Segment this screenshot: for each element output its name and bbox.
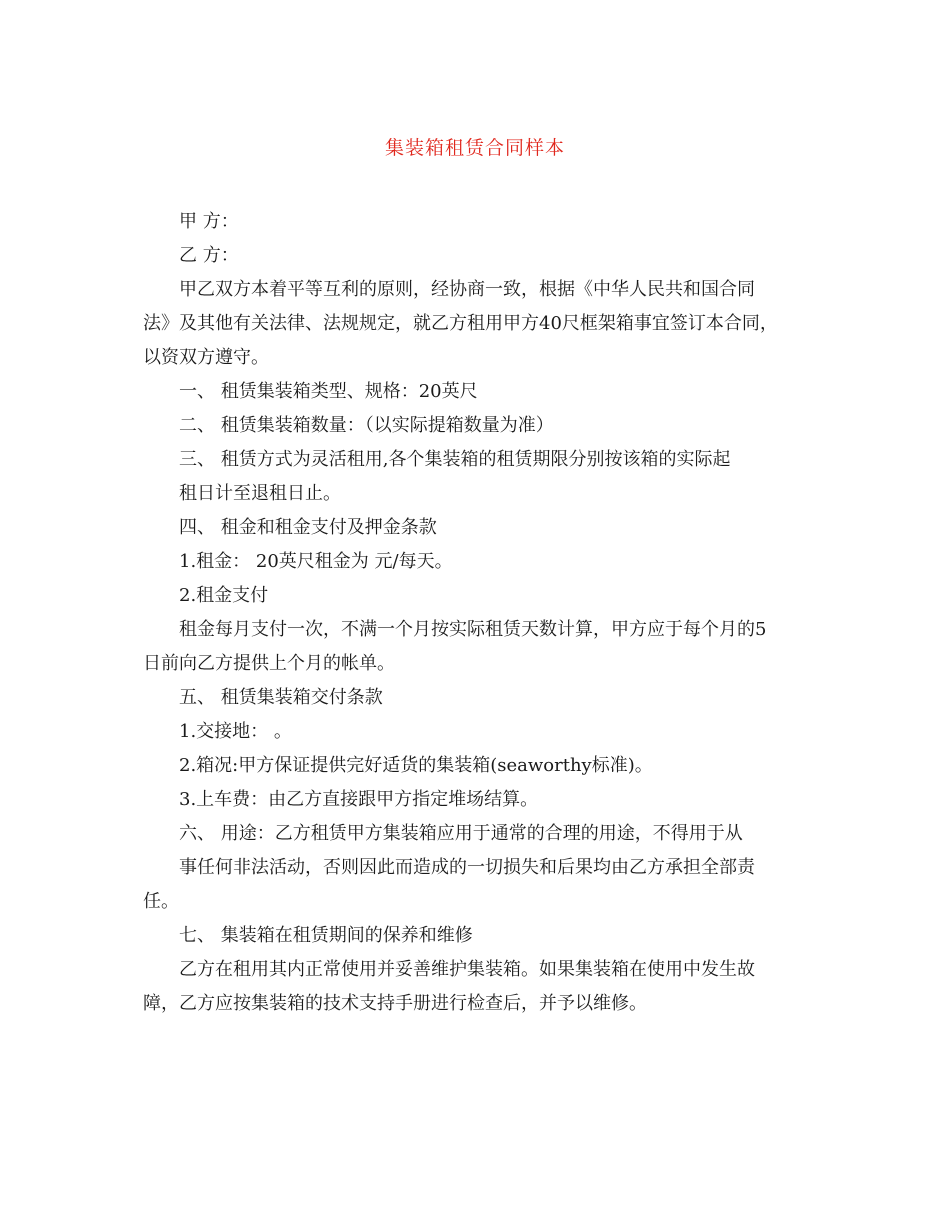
line-clause-5: 五、 租赁集装箱交付条款 [179, 687, 383, 708]
line-preamble-3: 以资双方遵守。 [143, 347, 269, 368]
line-clause-3a: 三、 租赁方式为灵活租用,各个集装箱的租赁期限分别按该箱的实际起 [179, 449, 731, 470]
line-clause-1: 一、 租赁集装箱类型、规格：20英尺 [179, 381, 478, 402]
line-party-a: 甲 方： [179, 211, 239, 232]
line-clause-4-2-body-2: 日前向乙方提供上个月的帐单。 [143, 653, 395, 674]
line-clause-4: 四、 租金和租金支付及押金条款 [179, 517, 437, 538]
document-title: 集装箱租赁合同样本 [384, 137, 565, 159]
line-clause-4-1: 1.租金： 20英尺租金为 元/每天。 [179, 551, 453, 572]
line-clause-6b: 事任何非法活动，否则因此而造成的一切损失和后果均由乙方承担全部责 [179, 857, 755, 878]
line-preamble-1: 甲乙双方本着平等互利的原则，经协商一致，根据《中华人民共和国合同 [179, 279, 755, 300]
document-body [143, 205, 805, 1021]
line-clause-3b: 租日计至退租日止。 [179, 483, 341, 504]
line-clause-2: 二、 租赁集装箱数量：（以实际提箱数量为准） [179, 415, 554, 436]
line-party-b: 乙 方： [179, 245, 239, 266]
line-clause-6a: 六、 用途：乙方租赁甲方集装箱应用于通常的合理的用途，不得用于从 [179, 823, 743, 844]
line-clause-7: 七、 集装箱在租赁期间的保养和维修 [179, 925, 473, 946]
line-clause-4-2: 2.租金支付 [179, 585, 269, 606]
line-clause-7-body-1: 乙方在租用其内正常使用并妥善维护集装箱。如果集装箱在使用中发生故 [179, 959, 755, 980]
line-clause-6c: 任。 [143, 891, 179, 912]
line-clause-5-1: 1.交接地： 。 [179, 721, 292, 742]
line-clause-7-body-2: 障，乙方应按集装箱的技术支持手册进行检查后，并予以维修。 [143, 993, 647, 1014]
line-clause-5-2: 2.箱况:甲方保证提供完好适货的集装箱(seaworthy标准)。 [179, 755, 653, 776]
line-preamble-2: 法》及其他有关法律、法规规定，就乙方租用甲方40尺框架箱事宜签订本合同， [143, 313, 778, 334]
line-clause-4-2-body-1: 租金每月支付一次，不满一个月按实际租赁天数计算，甲方应于每个月的5 [179, 619, 767, 640]
line-clause-5-3: 3.上车费：由乙方直接跟甲方指定堆场结算。 [179, 789, 539, 810]
